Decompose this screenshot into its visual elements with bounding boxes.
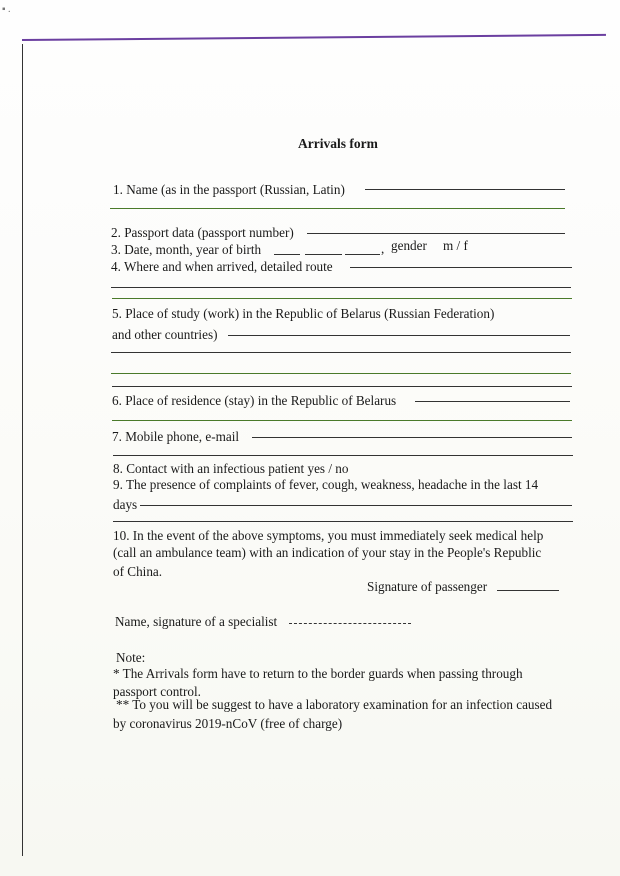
q4-route-label: 4. Where and when arrived, detailed route (111, 259, 333, 274)
scan-speck: ▪ . (2, 4, 11, 15)
left-border-rule (22, 44, 23, 856)
q3-gender-label: gender (391, 238, 427, 253)
specialist-signature-line[interactable] (289, 623, 411, 624)
q6-residence-label: 6. Place of residence (stay) in the Republic of Belarus (112, 393, 397, 408)
specialist-label: Name, signature of a specialist (115, 614, 278, 629)
note1-line1: * The Arrivals form have to return to the border guards when passing through (113, 666, 523, 681)
q5-study-line-2[interactable] (111, 352, 571, 353)
q10-instructions-line1: 10. In the event of the above symptoms, you must immediately seek medical help (113, 528, 544, 543)
form-title: Arrivals form (298, 136, 378, 151)
q7-phone-line-2[interactable] (113, 455, 573, 456)
q2-passport-line[interactable] (307, 233, 565, 234)
q6-residence-line-2[interactable] (112, 420, 572, 421)
q3-year-line[interactable] (345, 254, 380, 255)
q9-complaints-label-line2: days (113, 497, 138, 512)
q9-complaints-line-1[interactable] (140, 505, 572, 506)
q1-name-line-2[interactable] (110, 208, 565, 209)
q9-complaints-label-line1: 9. The presence of complaints of fever, cough, weakness, headache in the last 14 (113, 477, 539, 492)
top-border-rule (22, 34, 606, 41)
note1-line2: passport control. (113, 684, 201, 699)
passenger-signature-line[interactable] (497, 590, 559, 591)
q8-contact-label[interactable]: 8. Contact with an infectious patient yes / no (113, 461, 349, 476)
q5-study-line-1[interactable] (228, 335, 570, 336)
q3-comma: , (381, 241, 385, 256)
passenger-signature-label: Signature of passenger (367, 579, 488, 594)
q4-route-line-1[interactable] (350, 267, 572, 268)
note2-line1: ** To you will be suggest to have a laboratory examination for an infection caused (116, 697, 553, 712)
note-title: Note: (116, 650, 146, 665)
q10-instructions-line3: of China. (113, 564, 163, 579)
q9-complaints-line-2[interactable] (113, 521, 573, 522)
q1-name-label: 1. Name (as in the passport (Russian, Latin) (113, 182, 345, 197)
q1-name-line-1[interactable] (365, 189, 565, 190)
q7-phone-label: 7. Mobile phone, e-mail (112, 429, 240, 444)
q3-gender-options[interactable]: m / f (443, 238, 468, 253)
q3-month-line[interactable] (305, 254, 342, 255)
q7-phone-line-1[interactable] (252, 437, 572, 438)
q5-study-line-3[interactable] (111, 373, 571, 374)
q2-passport-label: 2. Passport data (passport number) (111, 225, 294, 240)
q6-residence-line-1[interactable] (415, 401, 570, 402)
q3-day-line[interactable] (274, 254, 300, 255)
q4-route-line-2[interactable] (111, 287, 571, 288)
q4-route-line-3[interactable] (112, 298, 572, 299)
note2-line2: by coronavirus 2019-nCoV (free of charge) (113, 716, 343, 731)
q10-instructions-line2: (call an ambulance team) with an indication of your stay in the People's Republic (113, 545, 542, 560)
q3-birthdate-label: 3. Date, month, year of birth (111, 242, 262, 257)
q5-study-label-line1: 5. Place of study (work) in the Republic of Belarus (Russian Federation) (112, 306, 495, 321)
q5-study-line-4[interactable] (112, 386, 572, 387)
q5-study-label-line2: and other countries) (112, 327, 218, 342)
